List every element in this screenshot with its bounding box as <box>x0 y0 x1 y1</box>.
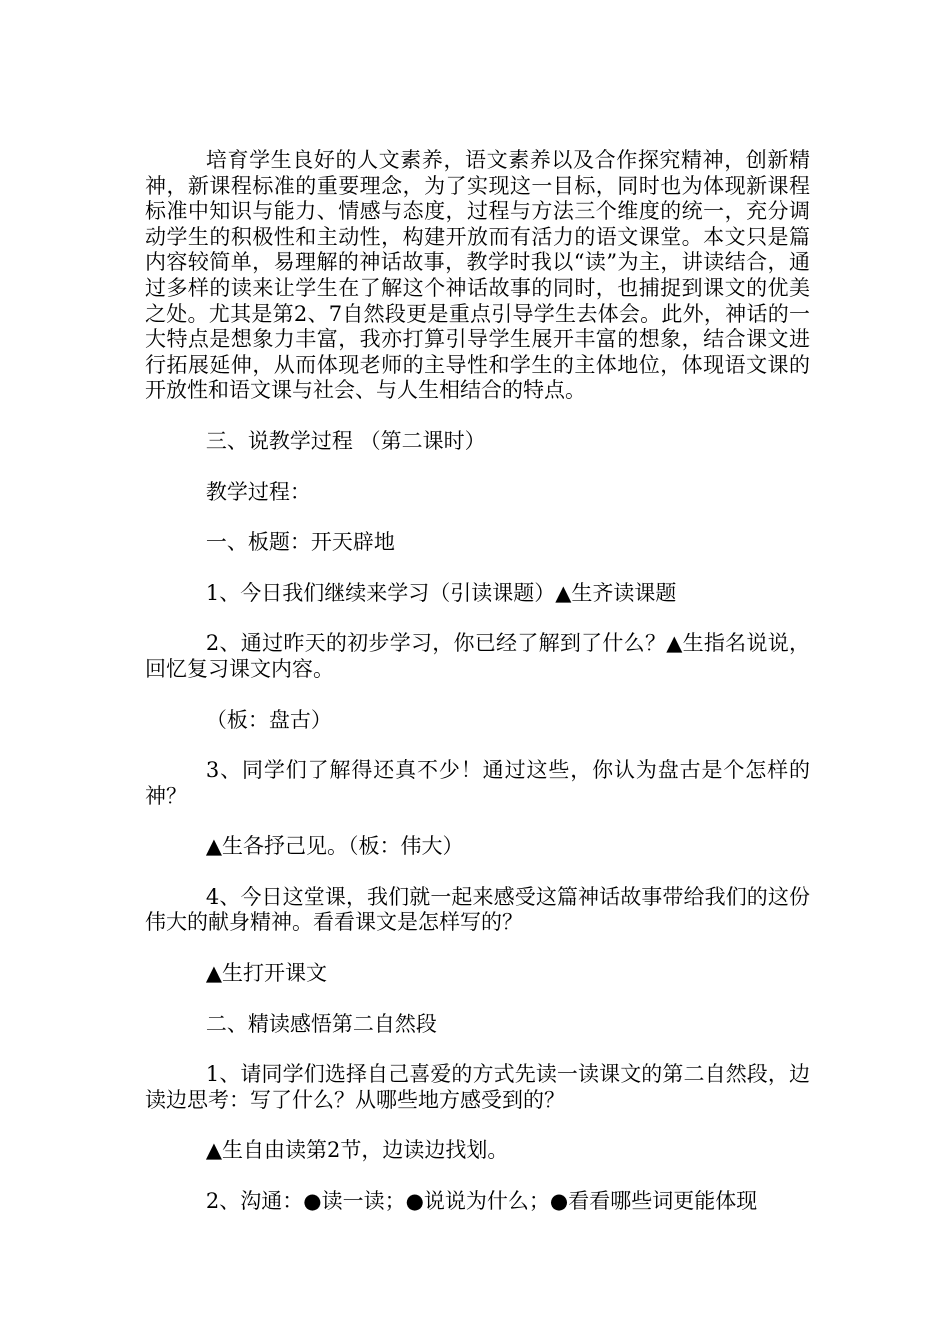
student-free-reading: ▲生自由读第2节，边读边找划。 <box>205 1138 509 1163</box>
paragraph-intro: 培育学生良好的人文素养，语文素养以及合作探究精神，创新精神，新课程标准的重要理念，为了实现这一目标，同时也为体现新课程标准中知识与能力、情感与态度，过程与方法三个维度的统一，充分调动学生的积极性和主动性，构建开放而有活力的语文课堂。本文只是篇内容较简单，易理解的神话故事，教学时我以“读”为主，讲读结合，通过多样的读来让学生在了解这个神话故事的同时，也捕捉到课文的优美之处。尤其是第2、7自然段更是重点引导学生去体会。此外，神话的一大特点是想象力丰富，我亦打算引导学生展开丰富的想象，结合课文进行拓展延伸，从而体现老师的主导性和学生的主体地位，体现语文课的开放性和语文课与社会、与人生相结合的特点。 <box>145 148 810 403</box>
paragraph-step-2: 2、通过昨天的初步学习，你已经了解到了什么？▲生指名说说，回忆复习课文内容。 <box>145 631 810 681</box>
paragraph-reading-step-2: 2、沟通：●读一读；●说说为什么；●看看哪些词更能体现 <box>205 1189 758 1214</box>
paragraph-step-1: 1、今日我们继续来学习（引读课题）▲生齐读课题 <box>205 580 677 605</box>
paragraph-step-4: 4、今日这堂课，我们就一起来感受这篇神话故事带给我们的这份伟大的献身精神。看看课文是怎样写的？ <box>145 884 810 935</box>
student-response-great: ▲生各抒己见。（板：伟大） <box>205 834 464 859</box>
paragraph-step-3: 3、同学们了解得还真不少！通过这些，你认为盘古是个怎样的神？ <box>145 758 810 808</box>
step-heading-board-title: 一、板题：开天辟地 <box>205 530 395 555</box>
board-note-pangu: （板：盘古） <box>205 707 332 732</box>
teaching-process-label: 教学过程： <box>205 479 311 504</box>
student-open-textbook: ▲生打开课文 <box>205 961 328 986</box>
section-heading-teaching-process: 三、说教学过程 （第二课时） <box>205 428 486 453</box>
step-heading-intensive-reading: 二、精读感悟第二自然段 <box>205 1011 437 1036</box>
document-body <box>145 148 810 1215</box>
paragraph-reading-step-1: 1、请同学们选择自己喜爱的方式先读一读课文的第二自然段，边读边思考：写了什么？从哪些地方感受到的？ <box>145 1062 810 1112</box>
